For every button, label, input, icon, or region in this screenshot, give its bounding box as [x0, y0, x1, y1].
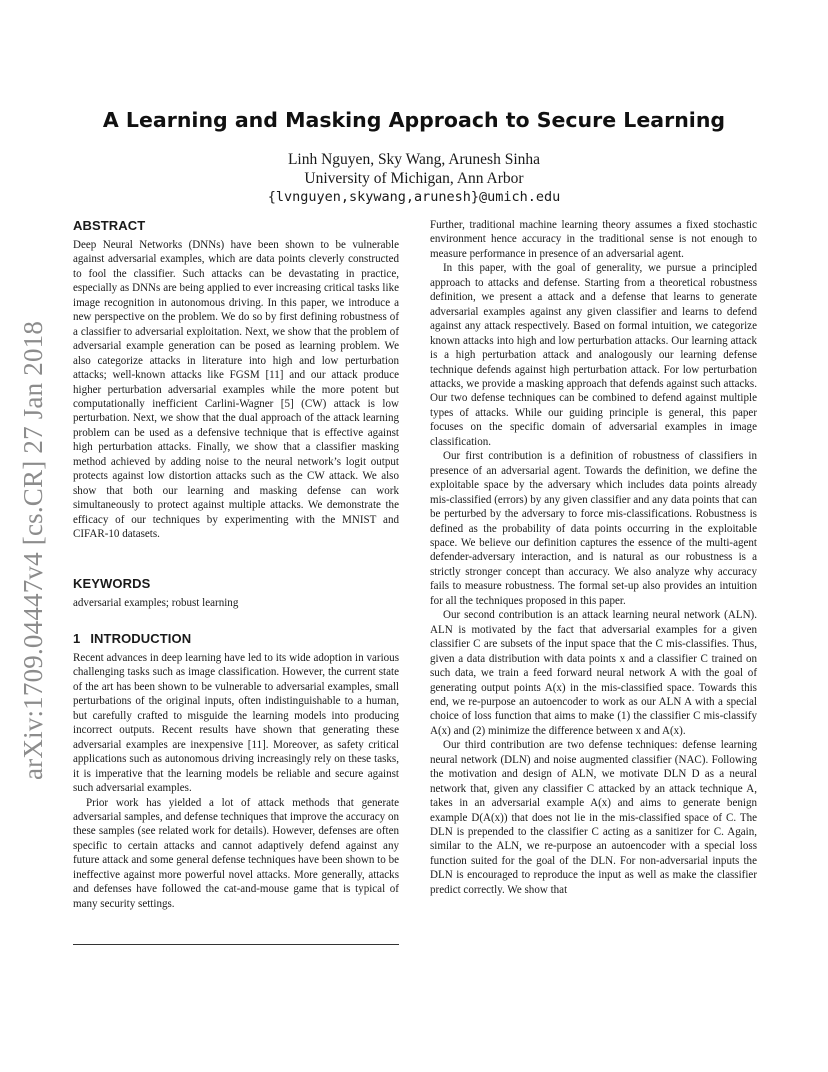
author-emails: {lvnguyen,skywang,arunesh}@umich.edu [267, 189, 561, 205]
keywords-heading: KEYWORDS [73, 576, 151, 591]
author-names: Linh Nguyen, Sky Wang, Arunesh Sinha [287, 151, 541, 168]
abstract-heading: ABSTRACT [73, 218, 146, 233]
right-paragraph-first-contribution: Our first contribution is a definition of robustness of classifiers in presence of an adversarial agent. Towards the definition, we define the exploitable space by the adversary which includes data points already mis-classified (errors) by any given classifier and any data points that can be perturbed by the adversary to force mis-classifications. Robustness is defined as the probability of data points occurring in the exploitable space. We believe our definition captures the essence of the multi-agent defender-adversary interaction, and is natural as our robustness is a strictly stronger concept than accuracy. We also analyze why accuracy fails to measure robustness. The formal set-up also provides an intuition for all the techniques proposed in this paper. [430, 450, 757, 607]
keywords-text: adversarial examples; robust learning [73, 597, 239, 609]
paper-title: A Learning and Masking Approach to Secure Learning [102, 108, 726, 132]
right-column [430, 218, 757, 897]
introduction-section [73, 631, 399, 911]
footnote-divider [73, 944, 399, 945]
intro-paragraph-1: Recent advances in deep learning have led to its wide adoption in various challenging tasks such as image classification. However, the current state of the art has been shown to be vulnerable to adversarial examples, small perturbations of the original inputs, often indistinguishable to a human, but carefully crafted to misguide the learning models into producing incorrect outputs. Recent results have shown that generating these adversarial examples are inexpensive [11]. Moreover, as safety critical applications such as autonomous driving increasingly rely on these tasks, it is imperative that the learning models be reliable and secure against such adversarial examples. [73, 652, 399, 795]
abstract-text: Deep Neural Networks (DNNs) have been shown to be vulnerable against adversarial examples, which are data points cleverly constructed to fool the classifier. Such attacks can be devastating in practice, especially as DNNs are being applied to ever increasing critical tasks like image recognition in autonomous driving. In this paper, we introduce a new perspective on the problem. We do so by first defining robustness of a classifier to adversarial exploitation. Next, we show that the problem of adversarial example generation can be posed as learning problem. We also categorize attacks in literature into high and low perturbation attacks; well-known attacks like FGSM [11] and our attack produce higher perturbation adversarial examples while the more potent but computationally inefficient Carlini-Wagner [5] (CW) attack is low perturbation. Next, we show that the dual approach of the attack learning problem can be used as a defensive technique that is effective against high perturbation attacks. Finally, we show that a classifier masking method achieved by adding noise to the neural network’s logit output protects against low distortion attacks such as the CW attack. We also show that both our learning and masking defense can work simultaneously to protect against multiple attacks. We demonstrate the efficacy of our techniques by experimenting with the MNIST and CIFAR-10 datasets. [73, 239, 399, 541]
abstract-section [73, 218, 399, 576]
arxiv-identifier-stamp: arXiv:1709.04447v4 [cs.CR] 27 Jan 2018 [18, 320, 48, 780]
left-column [73, 218, 399, 911]
section-number: 1 [73, 631, 81, 646]
right-paragraph-approach: In this paper, with the goal of generality, we pursue a principled approach to attacks and defense. Starting from a theoretical robustness definition, we present a attack and a defense that learns to generate adversarial examples against any given classifier and learns to defend against any attack respectively. Based on formal intuition, we categorize known attacks into high and low perturbation attacks. Our learning attack is a high perturbation attack and analogously our learning defense technique defends against high perturbation attack. For low perturbation attacks, we provide a masking approach that defends against such attacks. Our two defense techniques can be combined to defend against multiple types of attacks. While our guiding principle is general, this paper focuses on the specific domain of adversarial examples in image classification. [430, 262, 757, 448]
author-affiliation: University of Michigan, Ann Arbor [304, 170, 524, 187]
intro-paragraph-2: Prior work has yielded a lot of attack methods that generate adversarial samples, and defense techniques that improve the accuracy on these samples (see related work for details). However, defenses are often specific to certain attacks and cannot adaptively defend against any future attack and some general defense techniques have been shown to be ineffective against more powerful novel attacks. More generally, attacks and defenses have followed the cat-and-mouse game that is typical of many security settings. [73, 796, 399, 910]
right-paragraph-third-contribution: Our third contribution are two defense techniques: defense learning neural network (DLN) and noise augmented classifier (NAC). Following the motivation and design of ALN, we motivate DLN D as a neural network that, given any classifier C attacked by an attack technique A, takes in an adversarial example A(x) and aims to generate benign example D(A(x)) that does not lie in the mis-classified space of C. The DLN is prepended to the classifier C acting as a sanitizer for C. Again, similar to the ALN, we re-purpose an autoencoder with a special loss function suited for the goal of the DLN. For non-adversarial inputs the DLN is encouraged to reproduce the input as well as make the classifier predict correctly. We show that [430, 739, 757, 896]
introduction-heading [73, 631, 399, 647]
section-title: INTRODUCTION [90, 631, 192, 646]
keywords-section [73, 576, 399, 631]
right-paragraph-second-contribution: Our second contribution is an attack learning neural network (ALN). ALN is motivated by the fact that adversarial examples for a given classifier C are subsets of the input space that the C mis-classifies. Thus, given a data distribution with data points x and a classifier C trained on such data, we train a feed forward neural network A with the goal of generating output points A(x) in the mis-classified space. Towards this end, we re-purpose an autoencoder to work as our ALN A with a special choice of loss function that aims to make (1) the classifier C mis-classify A(x) and (2) minimize the difference between x and A(x). [430, 609, 757, 737]
right-paragraph-continuation: Further, traditional machine learning theory assumes a fixed stochastic environment hence accuracy in the traditional sense is not enough to measure performance in presence of an adversarial agent. [430, 219, 757, 260]
